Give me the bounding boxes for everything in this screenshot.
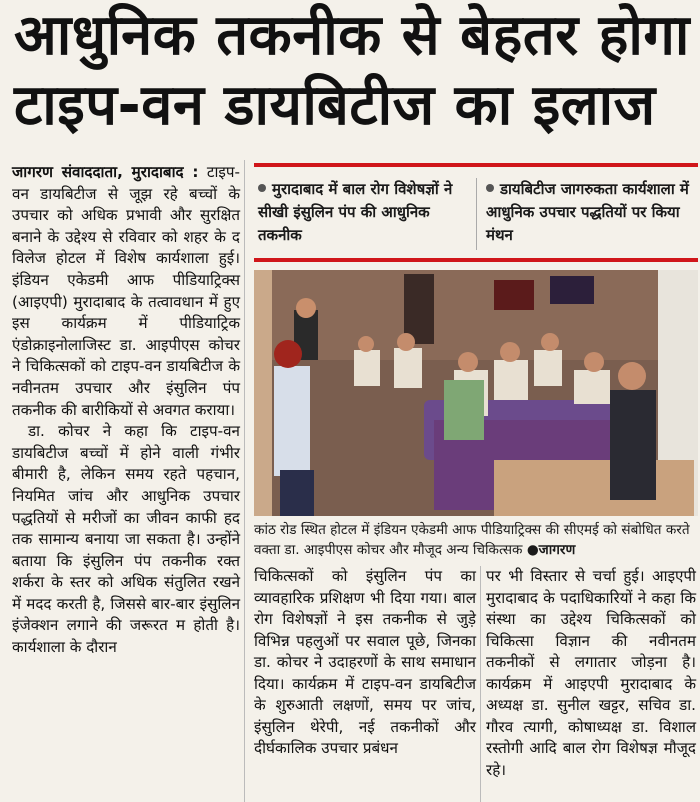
article-column-right: [486, 566, 696, 781]
headline: [0, 0, 700, 150]
event-photo: [254, 270, 698, 516]
article-column-middle: [254, 566, 476, 760]
highlight-top-rule: [254, 163, 698, 167]
photo-caption-text: कांठ रोड स्थित होटल में इंडियन एकेडमी आफ पीडियाट्रिक्स की सीएमई को संबोधित करते वक्ता डा. आइपीएस कोचर और मौजूद अन्य चिकित्सक: [254, 522, 690, 558]
column-divider: [244, 160, 245, 802]
article-paragraph-1: टाइप-वन डायबिटीज से जूझ रहे बच्चों के उपचार को अधिक प्रभावी और सुरक्षित बनाने के उद्देश्य से रविवार को शहर के द विलेज होटल में विशेष कार्यशाला हुई। इंडियन एकेडमी आफ पीडियाट्रिक्स (आइएपी) मुरादाबाद के तत्वावधान में हुए इस कार्यक्रम में पीडियाट्रिक एंडोक्राइनोलाजिस्ट डा. आइपीएस कोचर ने चिकित्सकों को टाइप-वन डायबिटीज के नवीनतम उपचार और इंसुलिन पंप तकनीक की बारीकियों से अवगत कराया।: [12, 163, 240, 419]
column-divider: [480, 566, 481, 802]
article-paragraph-4: पर भी विस्तार से चर्चा हुई। आइएपी मुरादाबाद के पदाधिकारियों ने कहा कि संस्था का उद्देश्य चिकित्सकों को चिकित्सा विज्ञान की नवीनतम तकनीकों से लगातार जोड़ना है। कार्यक्रम में आइएपी मुरादाबाद के अध्यक्ष डा. सुनील खट्टर, सचिव डा. गौरव त्यागी, कोषाध्यक्ष डा. विशाल रस्तोगी आदि बाल रोग विशेषज्ञ मौजूद रहे।: [486, 567, 696, 779]
byline: जागरण संवाददाता, मुरादाबाद :: [12, 163, 199, 181]
headline-line-2: टाइप-वन डायबिटीज का इलाज: [14, 73, 656, 138]
highlight-bottom-rule: [254, 258, 698, 262]
article-body-1: [12, 162, 240, 421]
photo-caption: [254, 520, 698, 560]
photo-source: ●जागरण: [526, 542, 576, 558]
bullet-icon: [486, 184, 494, 192]
headline-line-1: आधुनिक तकनीक से बेहतर होगा: [14, 3, 690, 68]
article-paragraph-3: चिकित्सकों को इंसुलिन पंप का व्यावहारिक प्रशिक्षण भी दिया गया। बाल रोग विशेषज्ञों ने इस तकनीक से जुड़े विभिन्न पहलुओं पर सवाल पूछे, जिनका डा. कोचर ने उदाहरणों के साथ समाधान दिया। कार्यक्रम में टाइप-वन डायबिटीज के शुरुआती लक्षणों, समय पर जांच, इंसुलिन थेरेपी, नई तकनीकों और दीर्घकालिक उपचार प्रबंधन: [254, 567, 476, 757]
bullet-icon: [258, 184, 266, 192]
article-column-left: [12, 162, 240, 802]
highlight-2: [486, 178, 696, 247]
highlight-1: [258, 178, 470, 247]
highlight-1-text: मुरादाबाद में बाल रोग विशेषज्ञों ने सीखी इंसुलिन पंप की आधुनिक तकनीक: [258, 180, 453, 244]
highlight-2-text: डायबिटीज जागरुकता कार्यशाला में आधुनिक उपचार पद्धतियों पर किया मंथन: [486, 180, 689, 244]
highlight-divider: [476, 178, 477, 250]
article-paragraph-2: डा. कोचर ने कहा कि टाइप-वन डायबिटीज बच्चों में होने वाली गंभीर बीमारी है, लेकिन समय रहते पहचान, नियमित जांच और आधुनिक उपचार पद्धतियों से मरीजों का जीवन काफी हद तक सामान्य बनाया जा सकता है। उन्होंने बताया कि इंसुलिन पंप तकनीक रक्त शर्करा के स्तर को अधिक संतुलित रखने में मदद करती है, जिससे बार-बार इंसुलिन इंजेक्शन लगाने की जरूरत म होती है। कार्यशाला के दौरान: [12, 422, 240, 657]
